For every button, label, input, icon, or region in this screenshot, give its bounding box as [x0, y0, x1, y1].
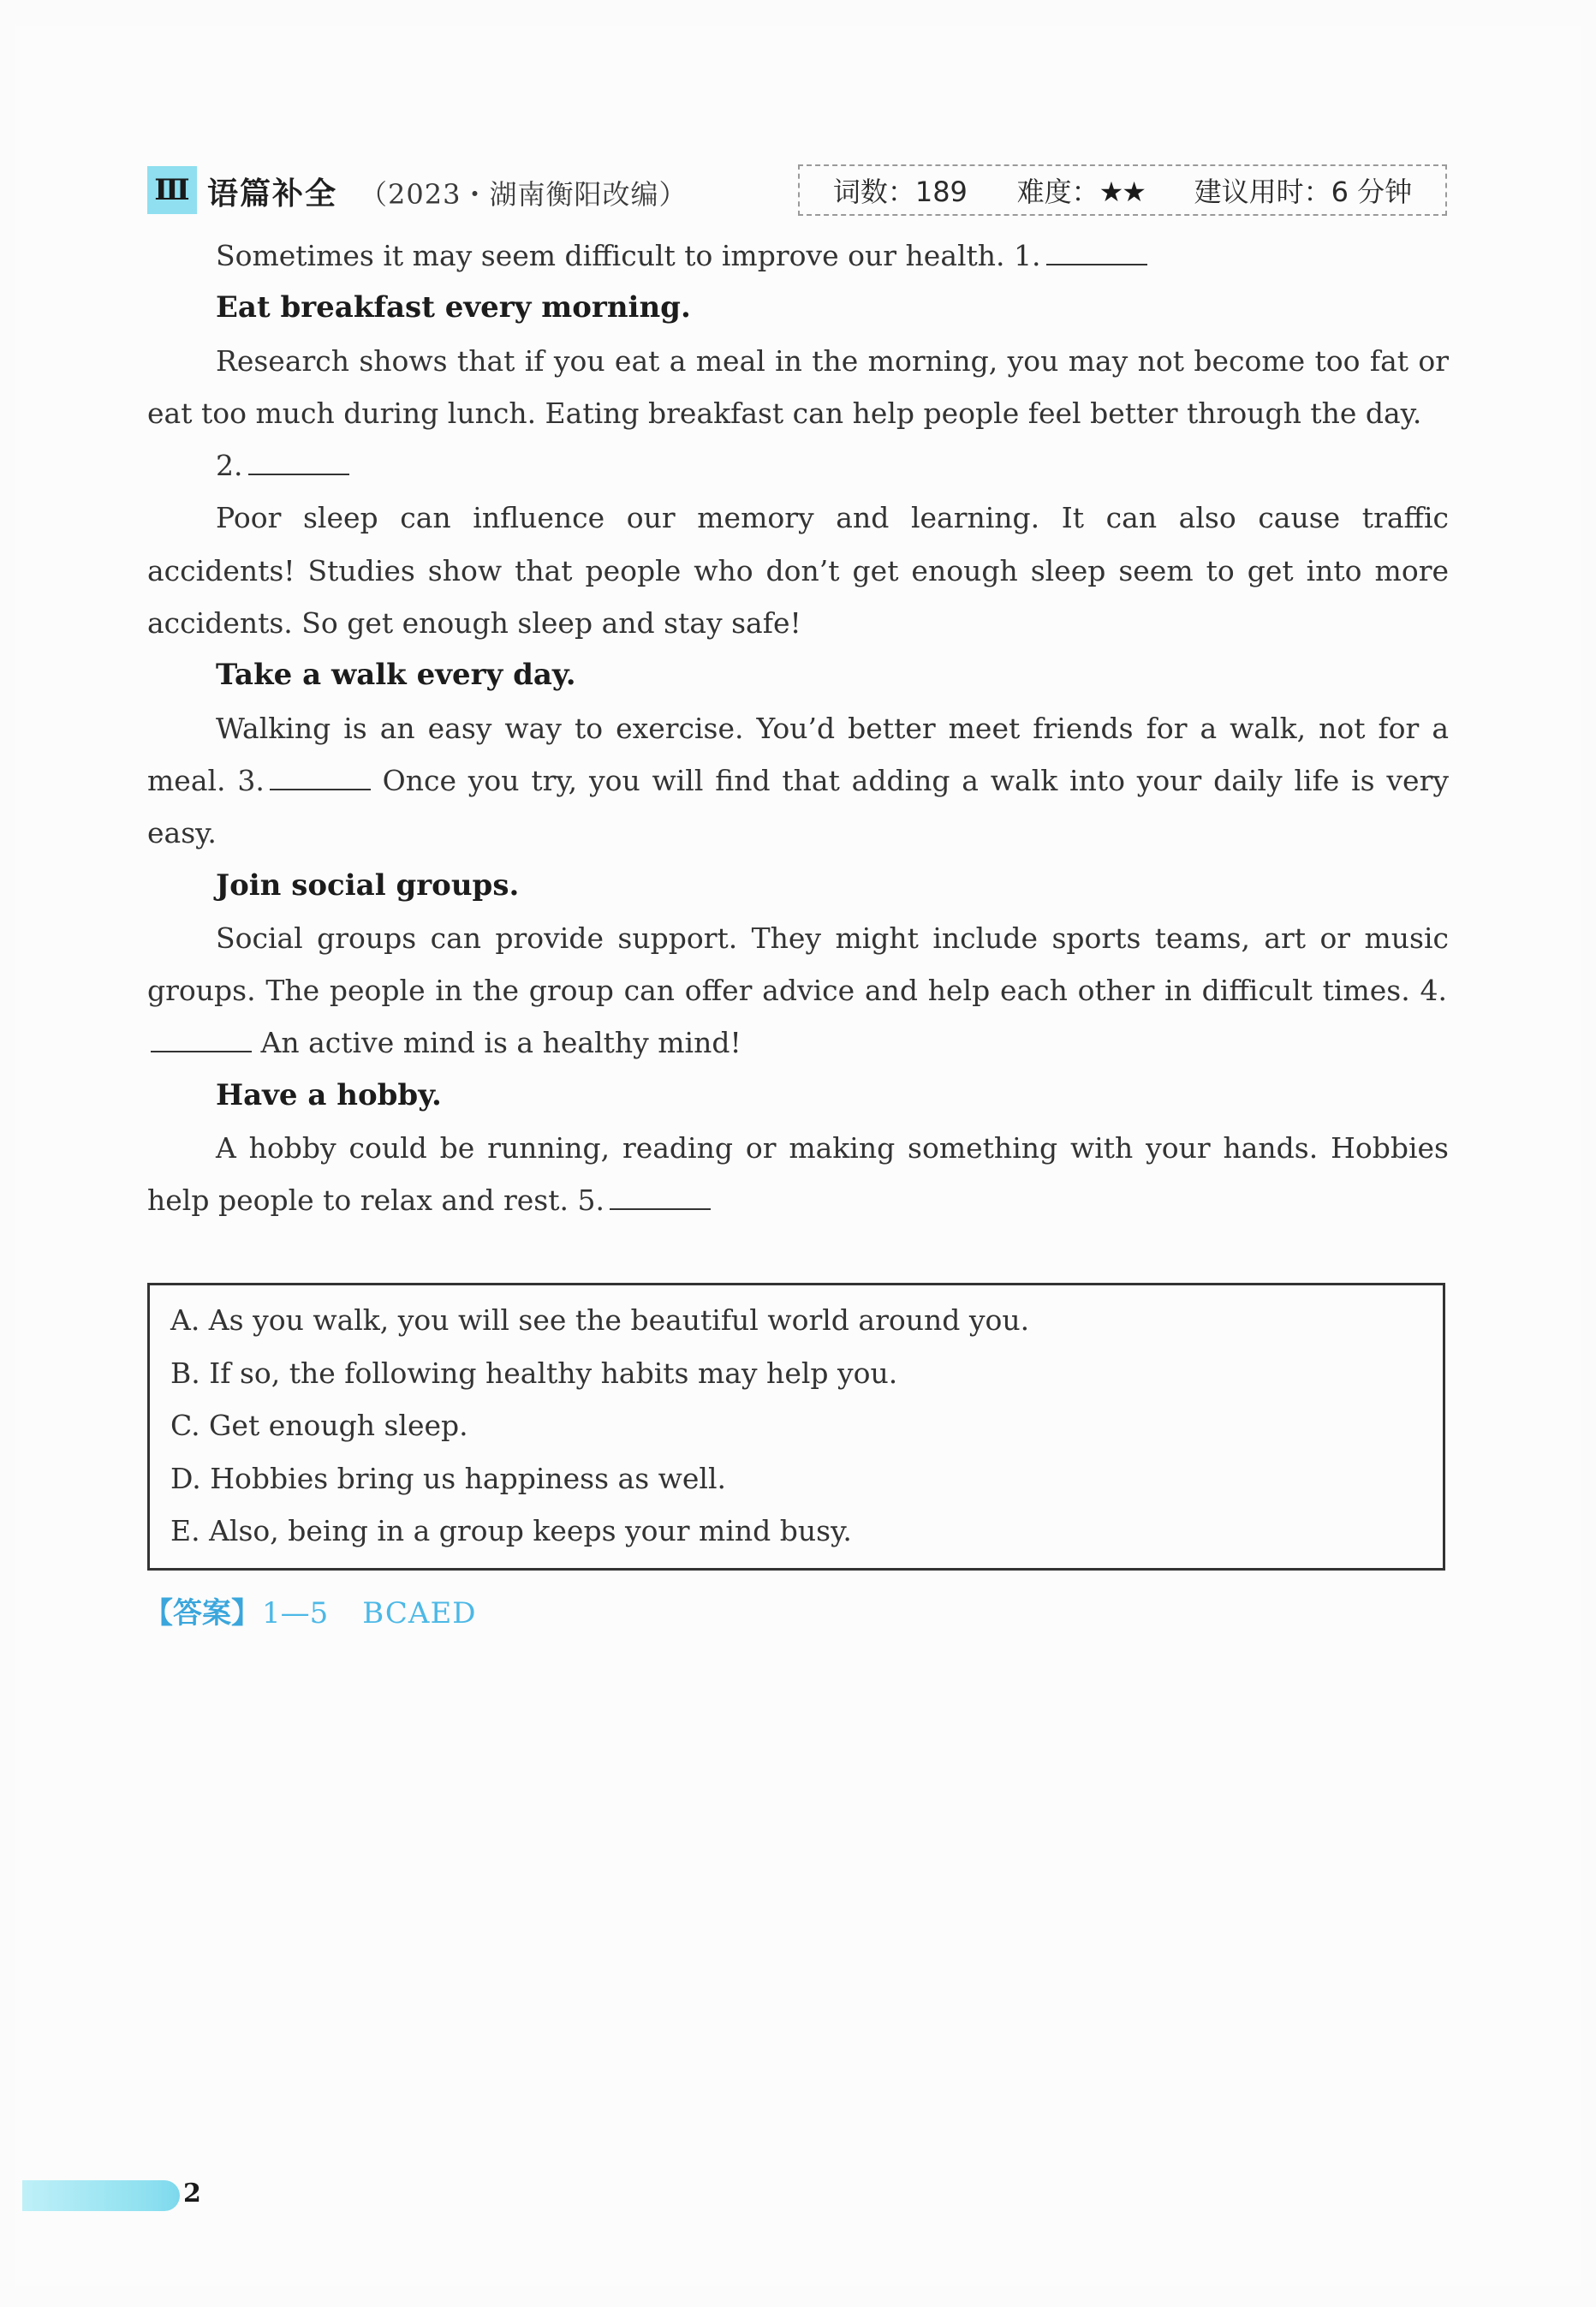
option-d: D. Hobbies bring us happiness as well.: [170, 1461, 727, 1495]
blank-number: 5.: [577, 1183, 604, 1218]
subheading-social: Join social groups.: [216, 867, 520, 903]
difficulty-stars-icon: ★★: [1099, 176, 1145, 208]
blank-number: 3.: [237, 763, 265, 797]
word-count: 词数：189: [832, 176, 968, 208]
paragraph-blank-2: [147, 439, 1449, 492]
page-number: 2: [183, 2179, 201, 2209]
section-title: 语篇补全: [207, 176, 338, 212]
paragraph-intro: [147, 230, 1449, 282]
paragraph-text: An active mind is a healthy mind!: [260, 1026, 741, 1060]
answer-blank-3[interactable]: [270, 766, 371, 790]
subheading-hobby: Have a hobby.: [216, 1077, 442, 1112]
answer-blank-5[interactable]: [610, 1186, 711, 1210]
answer-key: [144, 1589, 477, 1631]
option-e: E. Also, being in a group keeps your mind busy.: [170, 1514, 852, 1547]
blank-number: 4.: [1420, 974, 1447, 1008]
paragraph-sleep: Poor sleep can influence our memory and learning. It can also cause traffic accidents! Studies show that people who don’t get enough sleep seem to get into more accidents. So get enough sleep and stay safe!: [147, 501, 1449, 641]
paragraph-breakfast: Research shows that if you eat a meal in the morning, you may not become too fat or eat too much during lunch. Eating breakfast can help people feel better through the day.: [147, 343, 1449, 430]
paragraph-hobby: [147, 1122, 1449, 1227]
exercise-info-box: [798, 164, 1447, 216]
blank-number: 1.: [1014, 239, 1041, 272]
answer-blank-1[interactable]: [1046, 241, 1147, 265]
difficulty: [1017, 170, 1145, 210]
option-c: C. Get enough sleep.: [170, 1409, 468, 1442]
footer-decoration-bar: [22, 2180, 180, 2211]
section-header: [147, 163, 1449, 221]
suggested-time: 建议用时：6 分钟: [1194, 176, 1413, 208]
paragraph-social: [147, 912, 1449, 1070]
passage: [147, 230, 1449, 1227]
subheading-walk: Take a walk every day.: [216, 658, 576, 693]
answer-keys: BCAED: [362, 1596, 477, 1630]
answer-range: 1—5: [262, 1596, 329, 1630]
paragraph-walk: [147, 702, 1449, 860]
paragraph-text: Social groups can provide support. They might include sports teams, art or music groups. The people in the group can offer advice and help each other in difficult times.: [147, 921, 1449, 1008]
answer-blank-4[interactable]: [151, 1028, 252, 1052]
options-box: [147, 1283, 1445, 1571]
option-b: B. If so, the following healthy habits may help you.: [170, 1356, 898, 1390]
section-source: （2023・湖南衡阳改编）: [360, 178, 688, 211]
section-number-badge: Ⅲ: [147, 166, 197, 214]
paragraph-text: A hobby could be running, reading or making something with your hands. Hobbies help people to relax and rest.: [147, 1131, 1449, 1218]
paragraph-text: Walking is an easy way to exercise. You’d better meet friends for a walk, not for a meal.: [147, 711, 1449, 797]
difficulty-label: 难度：: [1016, 176, 1099, 208]
paragraph-text: Once you try, you will find that adding a walk into your daily life is very easy.: [147, 763, 1450, 850]
blank-number: 2.: [216, 449, 243, 483]
answer-blank-2[interactable]: [248, 451, 349, 475]
option-a: A. As you walk, you will see the beautiful world around you.: [170, 1303, 1030, 1337]
paragraph-text: Sometimes it may seem difficult to improve our health.: [216, 239, 1005, 272]
subheading-breakfast: Eat breakfast every morning.: [216, 290, 691, 325]
answer-label: 【答案】: [144, 1596, 260, 1630]
